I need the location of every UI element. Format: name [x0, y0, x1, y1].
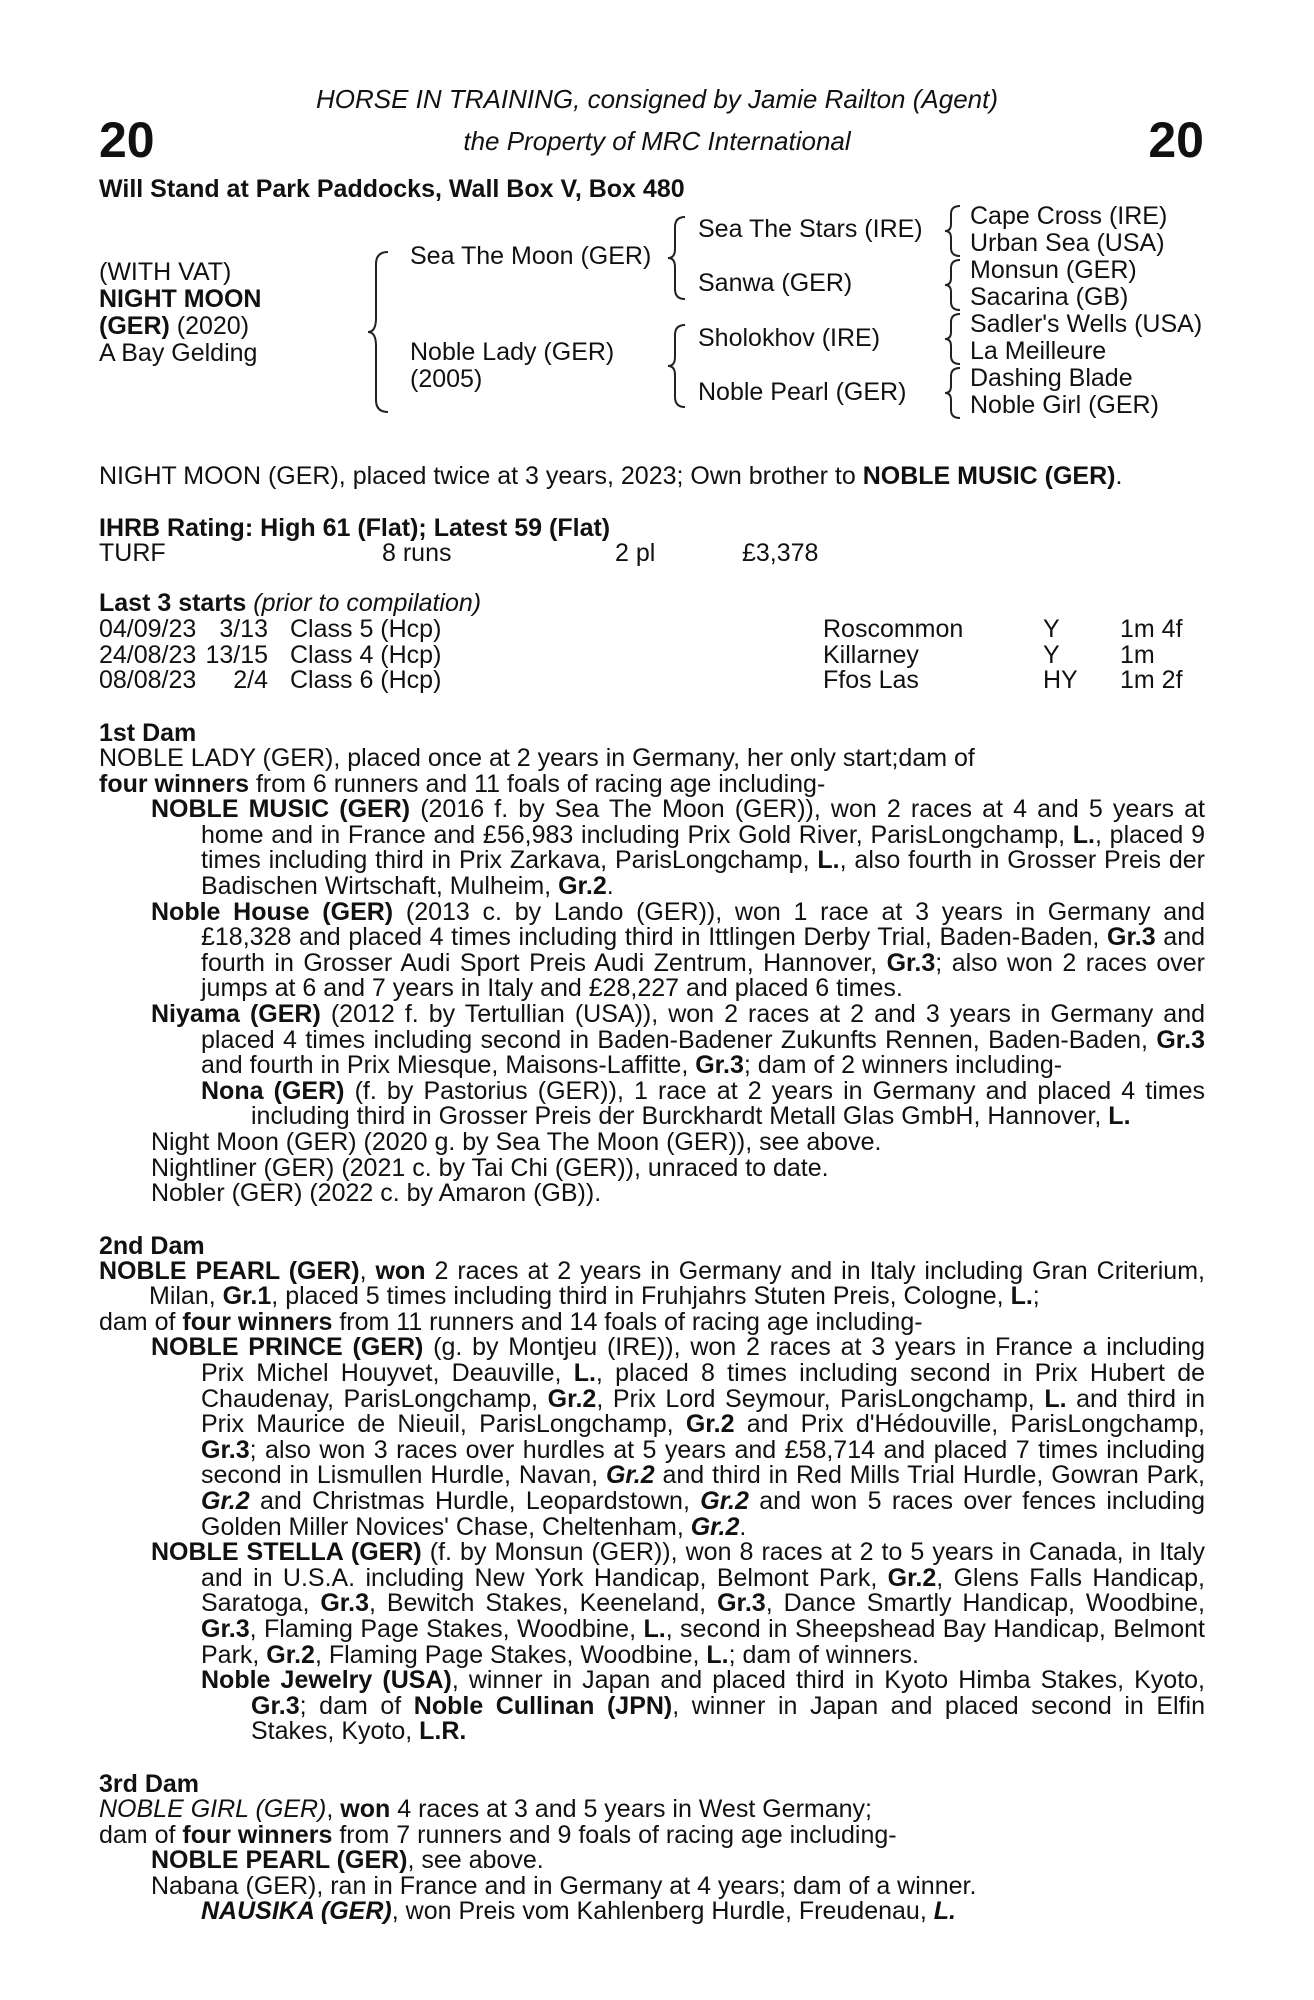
text-run: (g. by Montjeu (IRE)), won 2 races at 3 years in France a including Prix Michel Houyvet, Deauville,: [201, 1333, 1205, 1388]
bold-run: Gr.1: [222, 1282, 272, 1311]
rating-runs: 8 runs: [382, 539, 452, 567]
start-class: Class 5 (Hcp): [290, 615, 442, 643]
bold-run: Gr.2: [266, 1640, 315, 1669]
rating-heading: IHRB Rating: High 61 (Flat); Latest 59 (Flat): [99, 514, 611, 542]
text-run: , Dance Smartly Handicap, Woodbine,: [765, 1589, 1205, 1618]
bold-run: Gr.3: [886, 948, 936, 977]
last-starts-heading: [99, 591, 481, 617]
vendor-line: the Property of MRC International: [463, 126, 851, 156]
pedigree-g3-8: Noble Girl (GER): [970, 391, 1159, 419]
bold-run: won: [375, 1256, 426, 1285]
horse-country: (GER): [99, 312, 170, 340]
dam1-progeny-5: Nightliner (GER) (2021 c. by Tai Chi (GER)), unraced to date.: [151, 1153, 829, 1182]
summary-end: .: [1115, 462, 1123, 490]
start-class: Class 4 (Hcp): [290, 640, 442, 669]
bold-run: Gr.3: [251, 1691, 300, 1720]
bold-run: L.: [1072, 820, 1095, 849]
bold-run: Gr.3: [320, 1589, 369, 1618]
dam1-progeny-6: Nobler (GER) (2022 c. by Amaron (GB)).: [151, 1179, 602, 1208]
bold-italic-run: NAUSIKA (GER): [201, 1897, 392, 1926]
bold-run: L.R.: [419, 1717, 467, 1746]
text-run: , placed 9 times including third in Prix Zarkava, ParisLongchamp,: [201, 820, 1205, 875]
text-run: ; dam of 2 winners including-: [743, 1051, 1063, 1080]
bold-run: Noble Jewelry (USA): [201, 1666, 452, 1695]
pedigree-brace-g3-1: [942, 204, 964, 258]
pedigree-g3-1: Cape Cross (IRE): [970, 202, 1168, 230]
bold-italic-run: L.: [933, 1897, 956, 1926]
bold-run: NOBLE PEARL (GER): [151, 1846, 408, 1875]
text-run: , Prix Lord Seymour, ParisLongchamp,: [596, 1384, 1045, 1413]
text-run: , Flaming Page Stakes, Woodbine,: [249, 1615, 644, 1643]
text-run: , placed 5 times including third in Fruhjahrs Stuten Preis, Cologne,: [271, 1282, 1011, 1311]
bold-run: Gr.3: [201, 1435, 250, 1464]
text-run: , won Preis vom Kahlenberg Hurdle, Freudenau,: [391, 1897, 934, 1926]
pedigree-brace-dam: [665, 323, 691, 409]
pedigree-dam: Noble Lady (GER): [410, 338, 615, 366]
rating-placed: 2 pl: [615, 539, 656, 567]
bold-run: Gr.3: [695, 1051, 744, 1080]
dam1-grandprogeny-1: [99, 1076, 1205, 1131]
dam3-intro2: [99, 1820, 1205, 1849]
bold-run: Gr.3: [201, 1615, 250, 1643]
start-class: Class 6 (Hcp): [290, 666, 442, 695]
text-run: ,: [359, 1256, 376, 1285]
bold-run: NOBLE PRINCE (GER): [151, 1333, 424, 1362]
text-run: dam of: [99, 1307, 183, 1336]
pedigree-brace-g3-2: [942, 258, 964, 312]
text-run: and won 5 races over fences including Golden Miller Novices' Chase, Cheltenham,: [201, 1487, 1206, 1541]
pedigree-brace-main: [366, 250, 396, 415]
horse-name-line2: [99, 313, 262, 340]
stable-location: Will Stand at Park Paddocks, Wall Box V, Box 480: [99, 175, 685, 203]
start-pos: 2/4: [233, 666, 268, 695]
rating-prize: £3,378: [742, 539, 819, 567]
text-run: , placed 8 times including second in Prix Hubert de Chaudenay, ParisLongchamp,: [201, 1359, 1205, 1413]
text-run: NOBLE LADY (GER), placed once at 2 years in Germany, her only start;: [99, 744, 899, 772]
start-date: 24/08/23: [99, 640, 197, 669]
pedigree-g3-4: Sacarina (GB): [970, 283, 1129, 311]
text-run: , also fourth in Grosser Preis der Badischen Wirtschaft, Mulheim,: [201, 846, 1205, 900]
bold-run: L.: [1044, 1384, 1067, 1413]
bold-run: Gr.2: [547, 1384, 597, 1413]
text-run: (f. by Pastorius (GER)), 1 race at 2 years in Germany and placed 4 times including third in Grosser Preis der Burckhardt Metall Glas GmbH, Hannover,: [251, 1076, 1205, 1131]
bold-run: Noble House (GER): [151, 897, 394, 926]
text-run: , winner in Japan and placed third in Kyoto Himba Stakes, Kyoto,: [451, 1666, 1205, 1695]
bold-run: Gr.3: [1156, 1025, 1205, 1054]
text-run: and fourth in Grosser Audi Sport Preis Audi Zentrum, Hannover,: [201, 923, 1205, 977]
pedigree-sire-dam: Sanwa (GER): [698, 269, 853, 297]
summary-line: [99, 464, 1122, 490]
bold-run: Noble Cullinan (JPN): [413, 1691, 673, 1720]
start-dist: 1m 4f: [1120, 615, 1183, 643]
horse-name: NIGHT MOON: [99, 285, 262, 313]
pedigree-g3-7: Dashing Blade: [970, 364, 1133, 392]
text-run: dam of: [99, 1820, 183, 1849]
text-run: , second in Sheepshead Bay Handicap, Belmont Park,: [201, 1615, 1206, 1669]
bold-run: L.: [1010, 1282, 1033, 1311]
bold-run: won: [340, 1794, 391, 1823]
text-run: and third in Red Mills Trial Hurdle, Gowran Park,: [654, 1461, 1205, 1490]
pedigree-sire: Sea The Moon (GER): [410, 242, 652, 270]
text-run: from 7 runners and 9 foals of racing age including-: [332, 1820, 897, 1849]
horse-block: [99, 259, 262, 367]
italic-run: NOBLE GIRL (GER): [99, 1794, 327, 1823]
start-pos: 3/13: [219, 615, 268, 643]
dam2-grandprogeny-1: [99, 1668, 1205, 1745]
text-run: (2013 c. by Lando (GER)), won 1 race at 3 years in Germany and £18,328 and placed 4 times including third in Ittlingen Derby Trial, Baden-Baden,: [201, 897, 1205, 952]
pedigree-dam-dam: Noble Pearl (GER): [698, 378, 907, 406]
bold-italic-run: Gr.2: [605, 1461, 655, 1490]
pedigree-brace-g3-3: [942, 312, 964, 366]
text-run: , Bewitch Stakes, Keeneland,: [369, 1589, 718, 1618]
dam2-intro: [99, 1256, 1205, 1311]
text-run: dam of: [898, 744, 975, 772]
start-date: 08/08/23: [99, 666, 197, 695]
text-run: , Flaming Page Stakes, Woodbine,: [314, 1640, 707, 1669]
horse-description: A Bay Gelding: [99, 339, 258, 367]
bold-run: Gr.2: [558, 871, 607, 900]
text-run: 4 races at 3 and 5 years in West Germany;: [390, 1794, 872, 1823]
start-course: Ffos Las: [823, 666, 919, 695]
bold-run: NOBLE STELLA (GER): [151, 1538, 422, 1567]
text-run: and fourth in Prix Miesque, Maisons-Laffitte,: [201, 1051, 696, 1080]
text-run: .: [739, 1512, 747, 1541]
dam3-heading: 3rd Dam: [99, 1769, 200, 1798]
dam2-heading: 2nd Dam: [99, 1231, 205, 1260]
last-starts-title: Last 3 starts: [99, 589, 247, 617]
pedigree-g3-3: Monsun (GER): [970, 256, 1137, 284]
text-run: and Christmas Hurdle, Leopardstown,: [249, 1487, 701, 1516]
pedigree-dam-sire: Sholokhov (IRE): [698, 324, 881, 352]
start-going: Y: [1043, 615, 1060, 643]
bold-run: Nona (GER): [201, 1076, 345, 1105]
text-run: ; dam of winners.: [728, 1640, 919, 1669]
bold-run: NOBLE PEARL (GER): [99, 1256, 360, 1285]
bold-run: Gr.2: [887, 1563, 937, 1592]
vat-note: (WITH VAT): [99, 258, 232, 286]
dam1-progeny-3: [99, 999, 1205, 1080]
dam2-intro2: [99, 1307, 1205, 1336]
text-run: ;: [1032, 1282, 1040, 1311]
dam2-progeny-1: [99, 1335, 1205, 1540]
last-starts-note: (prior to compilation): [246, 589, 482, 617]
text-run: and Prix d'Hédouville, ParisLongchamp,: [734, 1410, 1205, 1439]
bold-run: NOBLE MUSIC (GER): [151, 795, 411, 824]
bold-run: four winners: [182, 1307, 333, 1336]
pedigree-g3-6: La Meilleure: [970, 337, 1107, 365]
pedigree-g3-2: Urban Sea (USA): [970, 229, 1165, 257]
bold-run: Niyama (GER): [151, 999, 321, 1028]
dam3-grandprogeny-1: [99, 1899, 1205, 1925]
start-dist: 1m 2f: [1120, 666, 1183, 695]
consignor-line: HORSE IN TRAINING, consigned by Jamie Railton (Agent): [315, 84, 999, 114]
text-run: ; also won 3 races over hurdles at 5 years and £58,714 and placed 7 times including second in Lismullen Hurdle, Navan,: [201, 1435, 1205, 1490]
summary-sibling: NOBLE MUSIC (GER): [862, 462, 1116, 490]
pedigree-brace-g3-4: [942, 366, 964, 420]
bold-run: L.: [706, 1640, 729, 1669]
text-run: , see above.: [407, 1846, 544, 1875]
dam1-heading: 1st Dam: [99, 719, 197, 747]
start-course: Killarney: [823, 640, 919, 669]
bold-run: four winners: [99, 769, 250, 798]
bold-italic-run: Gr.2: [201, 1487, 250, 1516]
text-run: ; also won 2 races over jumps at 6 and 7 years in Italy and £28,227 and placed 6 times.: [201, 948, 1205, 1003]
start-dist: 1m: [1120, 640, 1155, 669]
text-run: ; dam of: [299, 1691, 414, 1720]
dam1-progeny-4: Night Moon (GER) (2020 g. by Sea The Moon (GER)), see above.: [151, 1127, 882, 1156]
dam-section: [99, 720, 1205, 1925]
bold-run: L.: [573, 1359, 596, 1388]
bold-italic-run: Gr.2: [690, 1512, 740, 1541]
summary-text: NIGHT MOON (GER), placed twice at 3 years, 2023; Own brother to: [99, 462, 863, 490]
pedigree-sire-sire: Sea The Stars (IRE): [698, 215, 923, 243]
dam1-progeny-2: [99, 897, 1205, 1003]
bold-run: L.: [817, 846, 840, 875]
start-going: Y: [1043, 640, 1060, 669]
dam1-progeny-1: [99, 797, 1205, 899]
text-run: , Glens Falls Handicap, Saratoga,: [201, 1563, 1205, 1618]
text-run: (2016 f. by Sea The Moon (GER)), won 2 races at 4 and 5 years at home and in France and £56,983 including Prix Gold River, ParisLongchamp,: [201, 795, 1205, 849]
text-run: from 6 runners and 11 foals of racing age including-: [249, 769, 826, 798]
text-run: ,: [326, 1794, 341, 1823]
start-course: Roscommon: [823, 615, 964, 643]
horse-year: (2020): [169, 312, 250, 340]
start-going: HY: [1043, 666, 1078, 695]
dam1-intro: [99, 746, 999, 797]
text-run: from 11 runners and 14 foals of racing age including-: [332, 1307, 923, 1336]
bold-run: L.: [643, 1615, 666, 1643]
dam3-progeny-1: [99, 1848, 1205, 1874]
bold-run: L.: [1108, 1102, 1131, 1131]
bold-run: Gr.3: [1107, 923, 1156, 952]
text-run: , winner in Japan and placed second in Elfin Stakes, Kyoto,: [251, 1691, 1206, 1746]
bold-run: four winners: [182, 1820, 333, 1849]
text-run: .: [606, 871, 614, 900]
start-pos: 13/15: [205, 640, 268, 669]
lot-number-left: 20: [99, 112, 155, 168]
bold-italic-run: Gr.2: [700, 1487, 749, 1516]
dam2-progeny-2: [99, 1540, 1205, 1668]
text-run: (2012 f. by Tertullian (USA)), won 2 races at 2 and 3 years in Germany and placed 4 times including second in Baden-Badener Zukunfts Rennen, Baden-Baden,: [201, 999, 1205, 1054]
dam3-intro: [99, 1794, 1205, 1823]
pedigree-brace-sire: [665, 215, 691, 301]
bold-run: Gr.2: [685, 1410, 735, 1439]
dam3-progeny-2: Nabana (GER), ran in France and in Germany at 4 years; dam of a winner.: [151, 1871, 977, 1900]
start-date: 04/09/23: [99, 615, 197, 643]
pedigree-g3-5: Sadler's Wells (USA): [970, 310, 1203, 338]
text-run: and third in Prix Maurice de Nieuil, ParisLongchamp,: [201, 1384, 1206, 1439]
pedigree-dam-year: (2005): [410, 365, 483, 393]
rating-surface: TURF: [99, 539, 166, 567]
lot-number-right: 20: [1148, 112, 1204, 168]
bold-run: Gr.3: [717, 1589, 766, 1618]
text-run: (f. by Monsun (GER)), won 8 races at 2 to 5 years in Canada, in Italy and in U.S.A. including New York Handicap, Belmont Park,: [201, 1538, 1205, 1592]
text-run: 2 races at 2 years in Germany and in Italy including Gran Criterium, Milan,: [149, 1256, 1205, 1311]
